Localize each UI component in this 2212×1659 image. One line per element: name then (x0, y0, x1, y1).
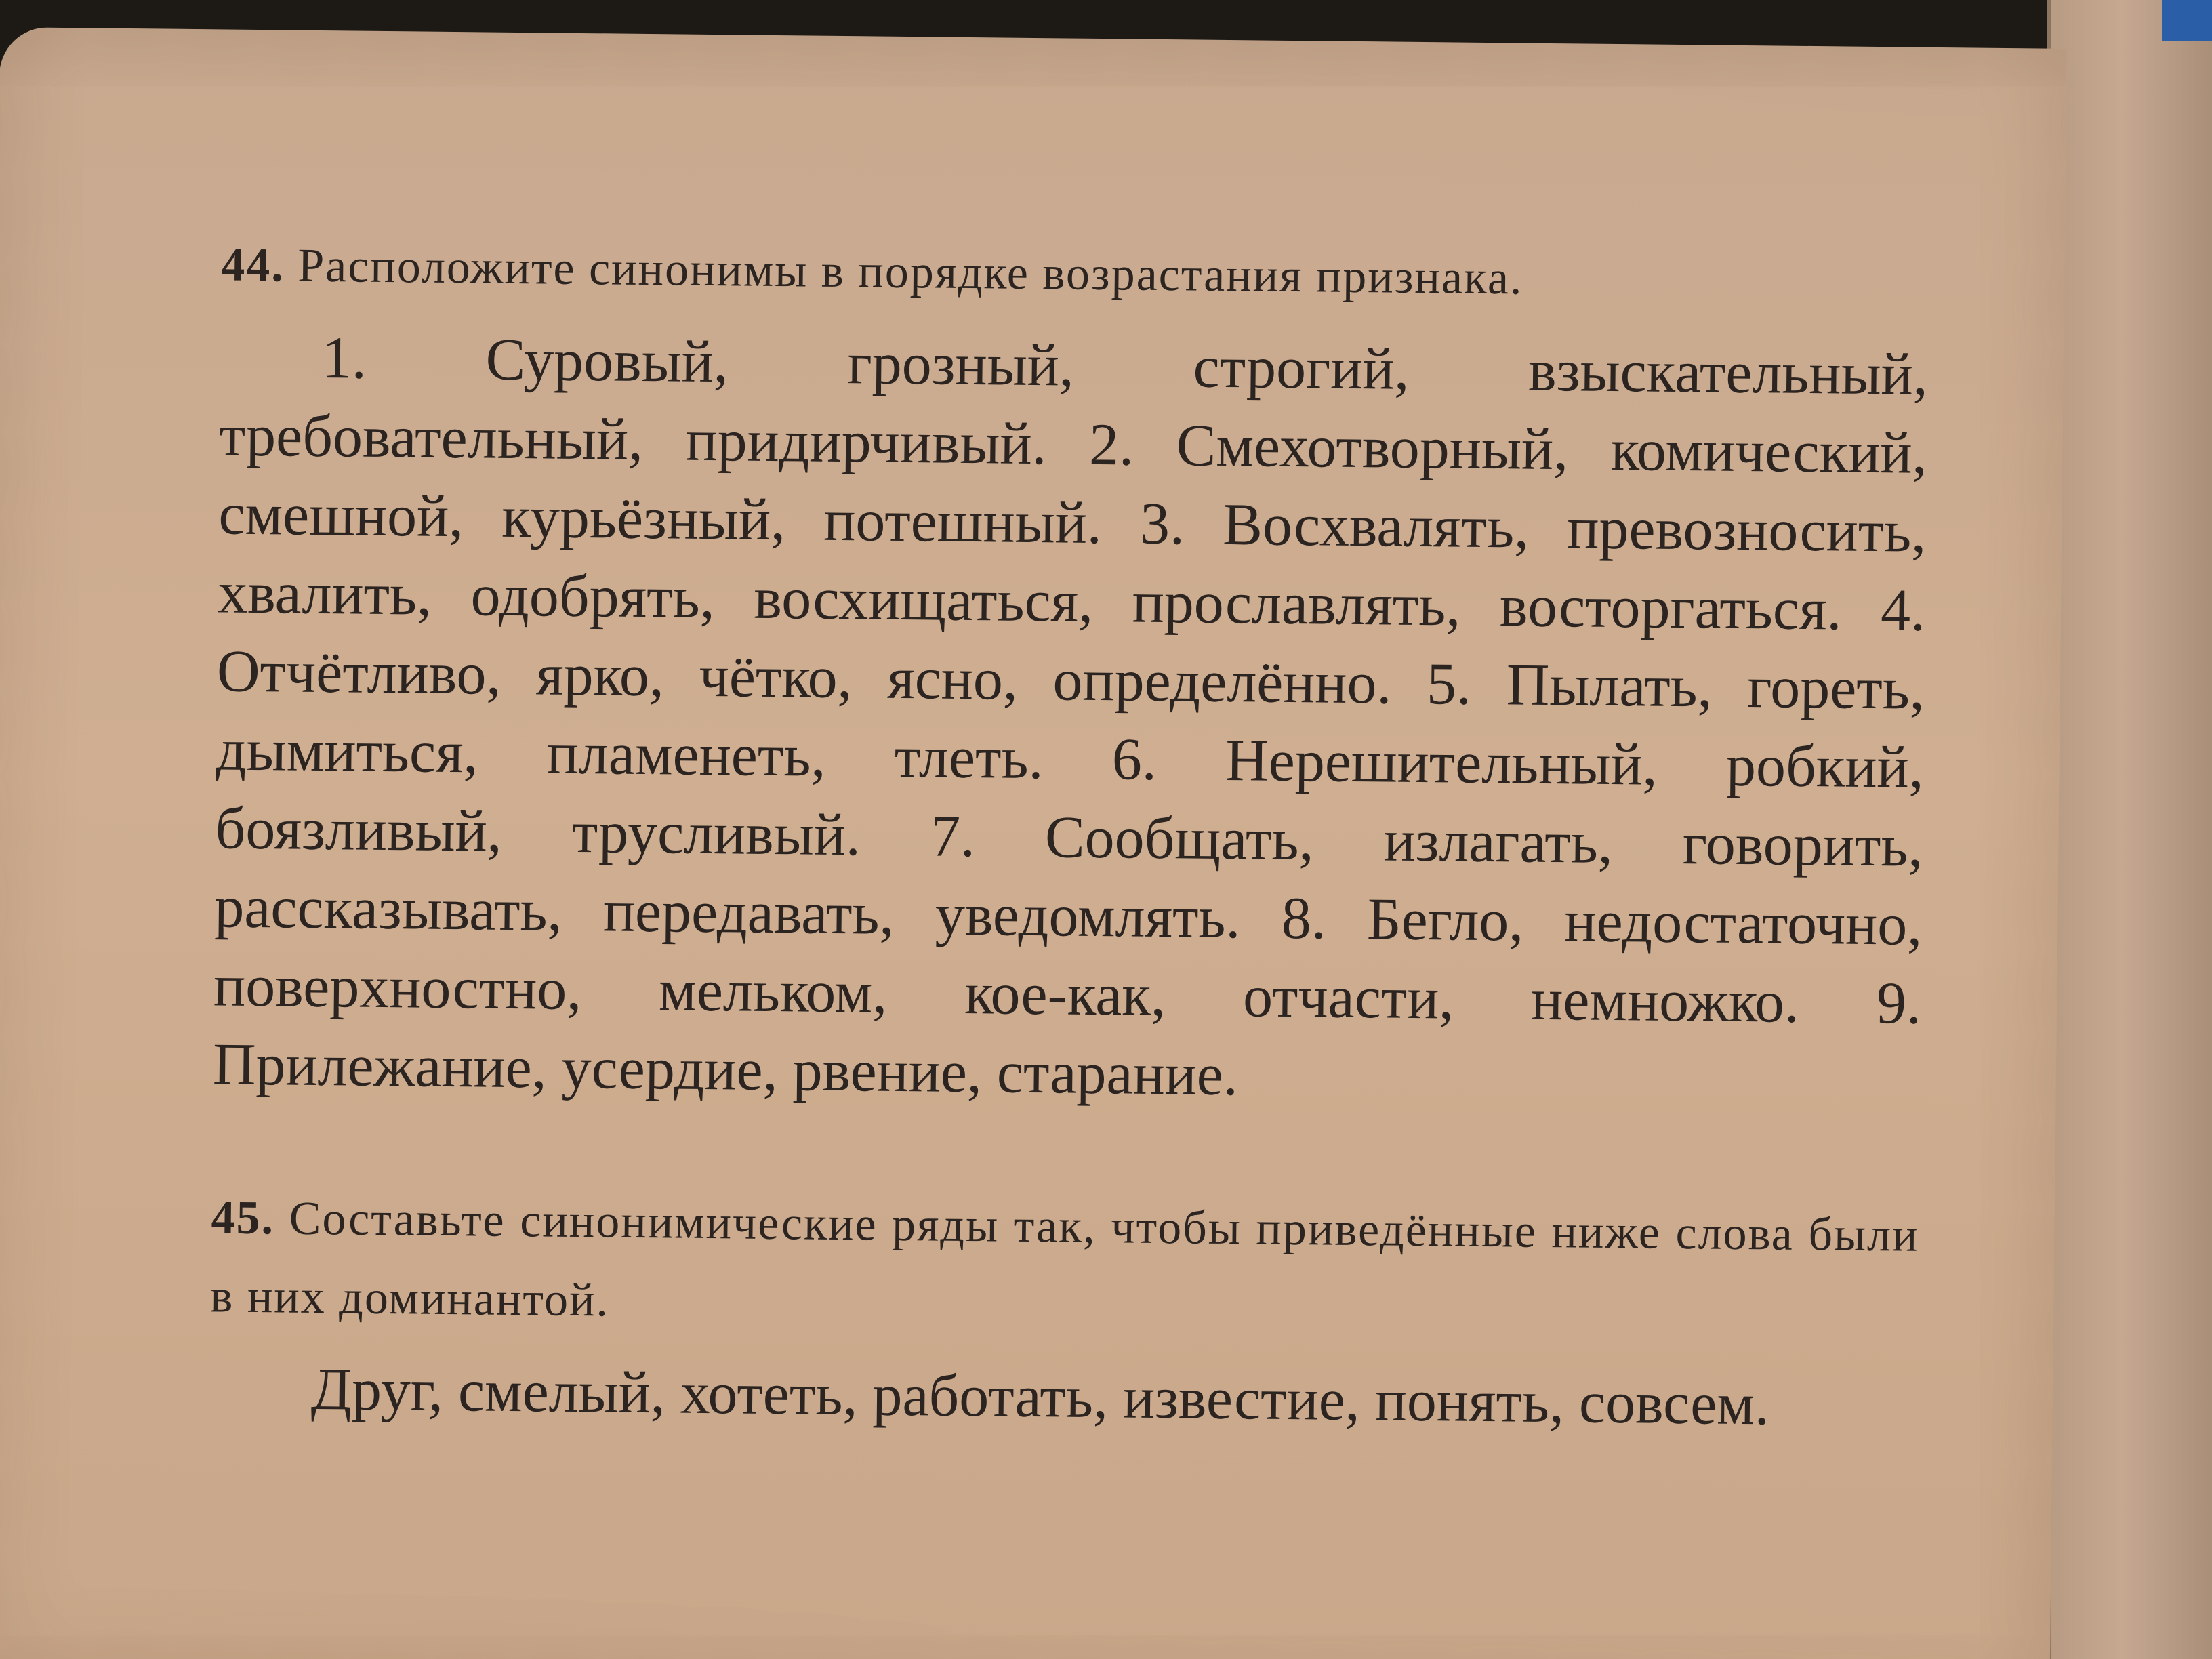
exercise-44-text: 1. Суровый, грозный, строгий, взыскательный, требовательный, придирчивый. 2. Смехотворный, комический, смешной, курьёзный, потешный. 3. Восхвалять, превозносить, хвалить, одобрять, восхищаться, прославлять, восторгаться. 4. Отчётливо, ярко, чётко, ясно, определённо. 5. Пылать, гореть, дымиться, пламенеть, тлеть. 6. Нерешительный, робкий, боязливый, трусливый. 7. Сообщать, излагать, говорить, рассказывать, передавать, уведомлять. 8. Бегло, недостаточно, поверхностно, мельком, кое-как, отчасти, немножко. 9. Прилежание, усердие, рвение, старание. (212, 325, 1929, 1109)
exercise-44-heading (221, 226, 1929, 322)
exercise-45-text: Друг, смелый, хотеть, работать, известие, понять, совсем. (310, 1356, 1770, 1438)
page-content (209, 226, 1929, 1446)
adjacent-page-edge (2047, 0, 2212, 1659)
blue-background-corner (2162, 0, 2212, 41)
exercise-45-number: 45. (211, 1191, 275, 1245)
exercise-44-instruction: Расположите синонимы в порядке возрастания признака. (297, 239, 1523, 305)
exercise-45-heading (210, 1179, 1919, 1353)
exercise-45-instruction: Составьте синонимические ряды так, чтобы приведённые ниже слова были в них доминантой. (210, 1192, 1919, 1327)
exercise-44-number: 44. (220, 239, 285, 292)
book-page (0, 27, 2067, 1659)
